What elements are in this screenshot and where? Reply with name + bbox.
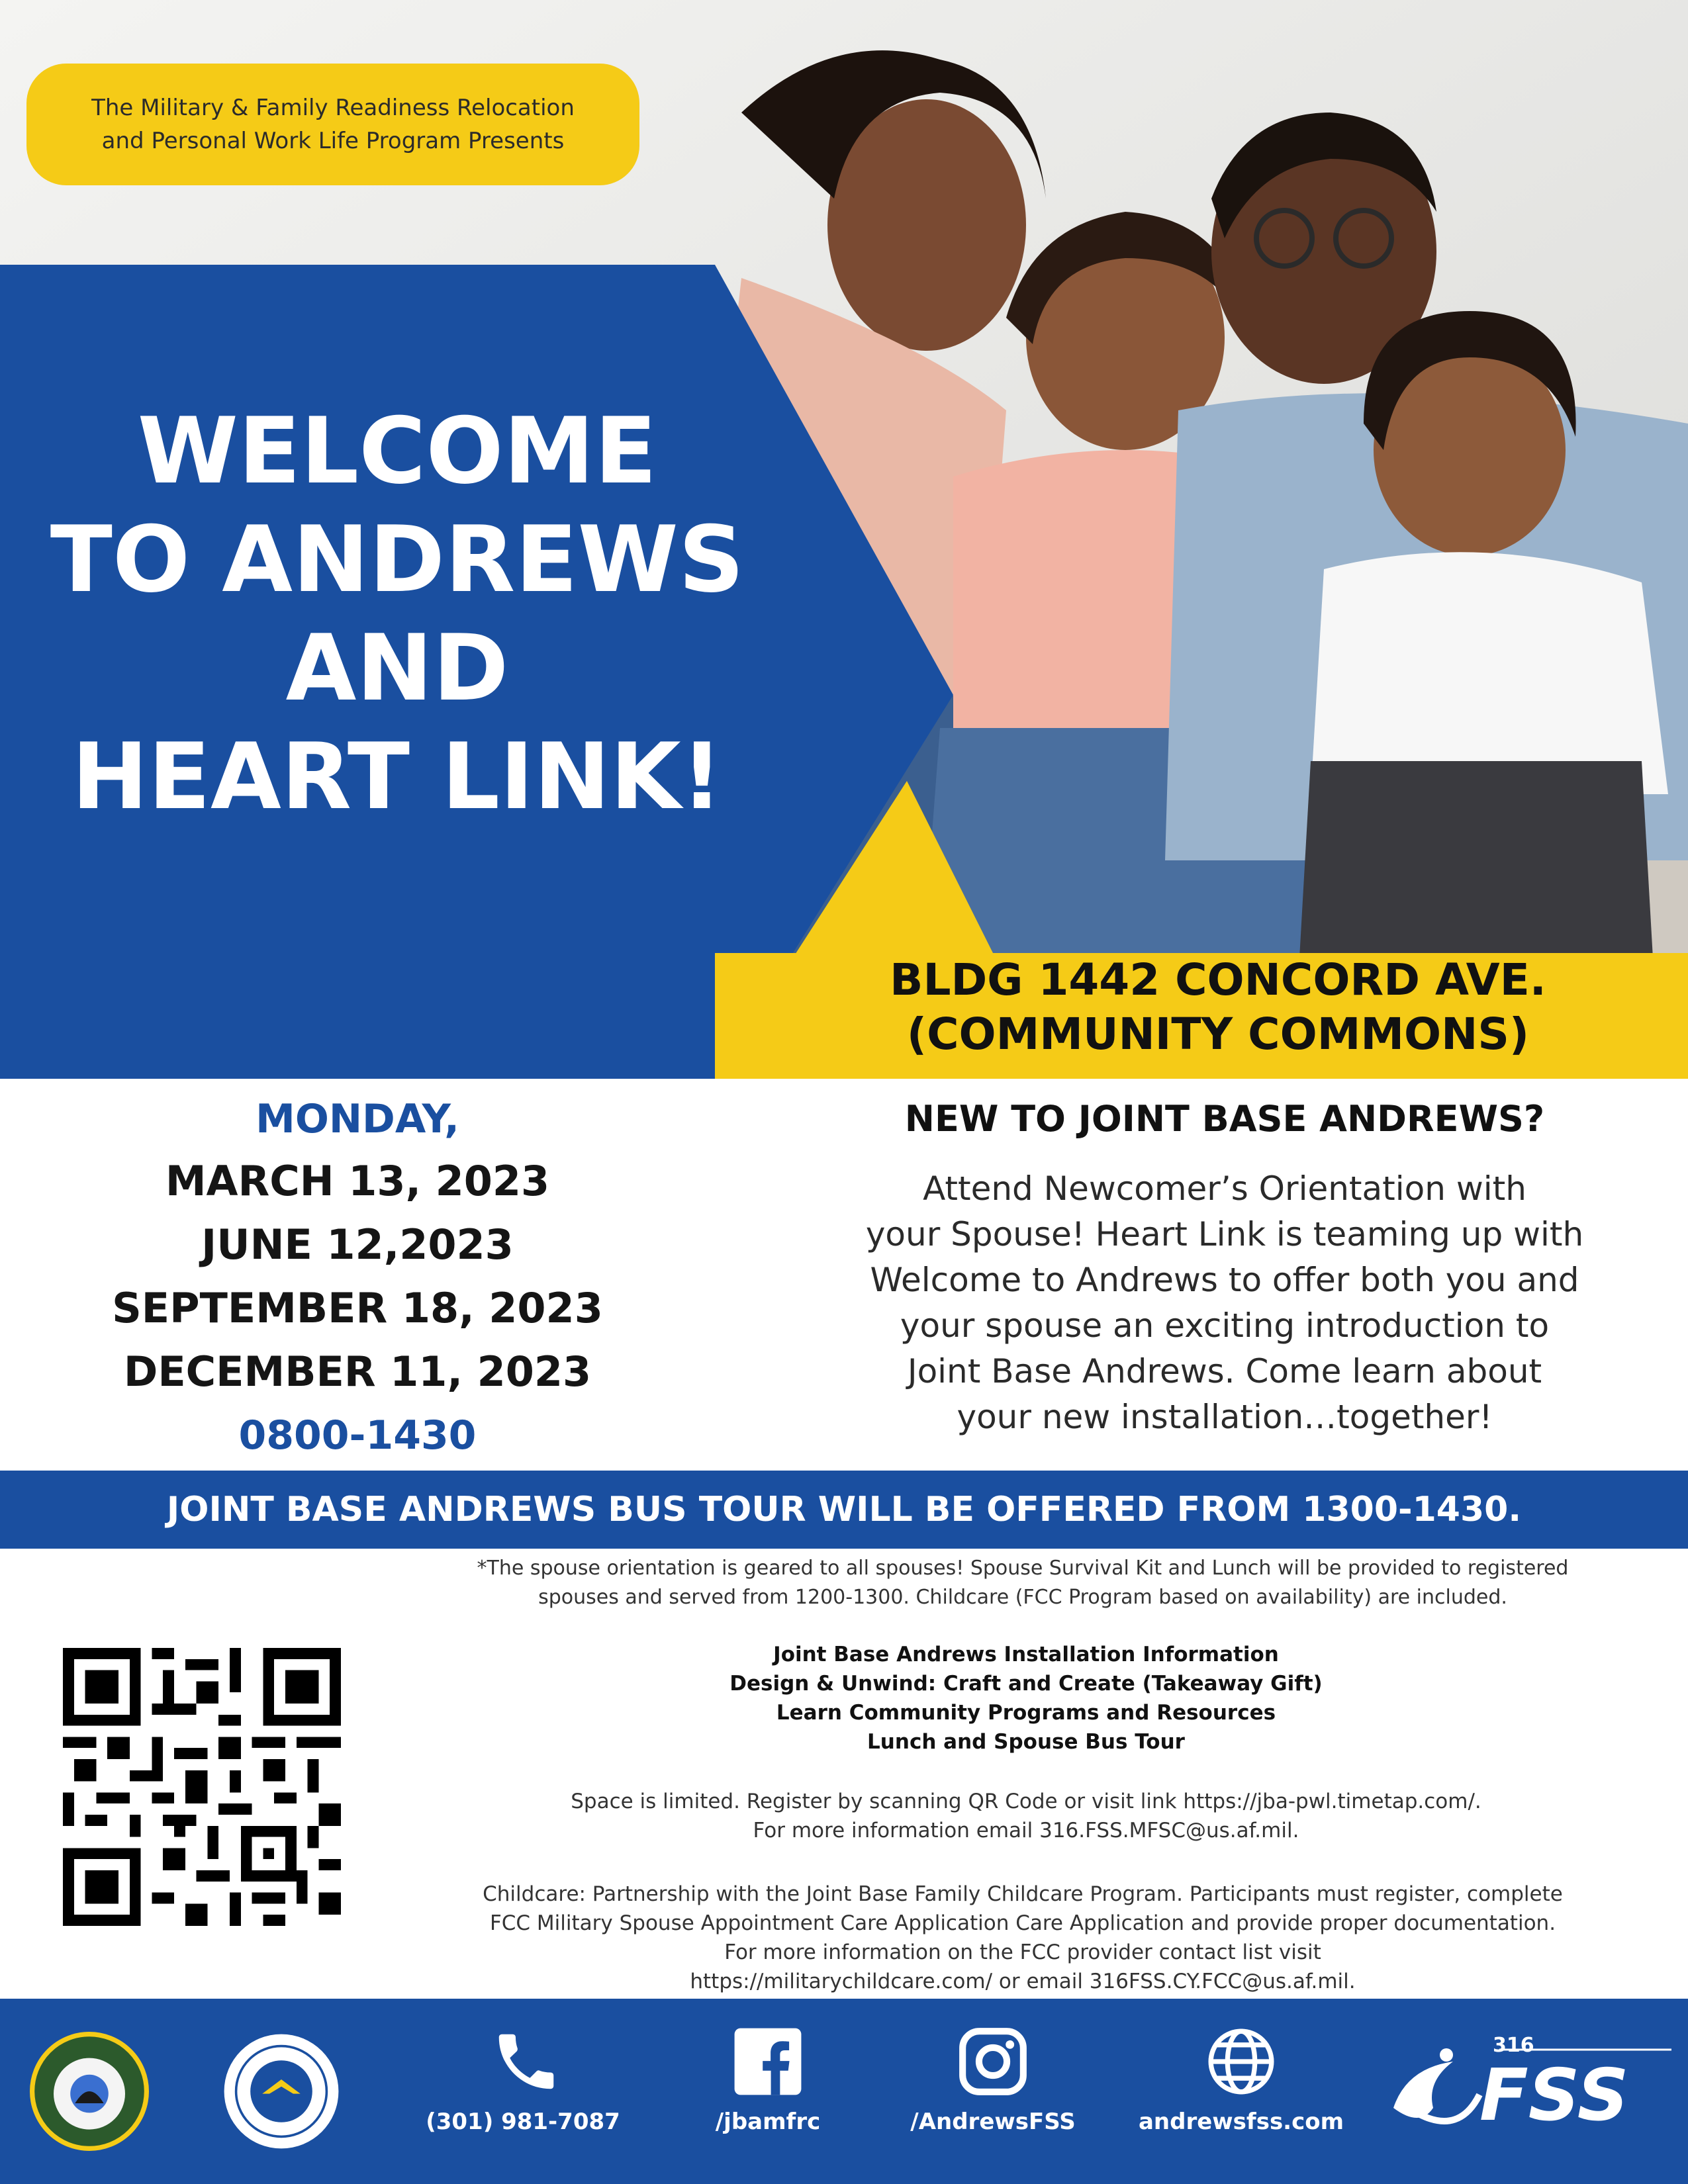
agenda-item: Design & Unwind: Craft and Create (Takeaway Gift) [729, 1672, 1323, 1696]
phone-icon[interactable] [490, 2025, 563, 2098]
presents-line-1: The Military & Family Readiness Relocation [91, 95, 575, 121]
agenda-item: Learn Community Programs and Resources [776, 1701, 1276, 1725]
newcomer-line: your new installation…together! [957, 1398, 1493, 1436]
register-line: For more information email 316.FSS.MFSC@us.af.mil. [753, 1819, 1299, 1843]
event-date: DECEMBER 11, 2023 [123, 1347, 592, 1396]
agenda-item: Lunch and Spouse Bus Tour [867, 1730, 1185, 1754]
childcare-line: For more information on the FCC provider contact list visit [724, 1940, 1321, 1964]
note-line: *The spouse orientation is geared to all spouses! Spouse Survival Kit and Lunch will be provided to registered [477, 1557, 1569, 1580]
mfrc-seal-icon [222, 2032, 341, 2151]
newcomer-description [794, 1166, 1655, 1440]
childcare-line: FCC Military Spouse Appointment Care Application Care Application and provide proper documentation. [489, 1911, 1556, 1935]
headline [20, 397, 774, 831]
event-dates [26, 1089, 688, 1467]
spouse-note [371, 1554, 1675, 1612]
event-time: 0800-1430 [238, 1412, 477, 1459]
register-line: Space is limited. Register by scanning QR Code or visit link https://jba-pwl.timetap.com/. [571, 1790, 1481, 1813]
agenda-list [384, 1640, 1668, 1756]
instagram-icon[interactable] [957, 2025, 1029, 2098]
newcomer-line: Attend Newcomer’s Orientation with [923, 1169, 1526, 1208]
location-line-2: (COMMUNITY COMMONS) [906, 1009, 1530, 1060]
website-link[interactable]: andrewsfss.com [1138, 2109, 1344, 2135]
newcomer-line: Welcome to Andrews to offer both you and [870, 1261, 1579, 1299]
registration-qr-code[interactable] [63, 1648, 341, 1926]
childcare-line: https://militarychildcare.com/ or email 316FSS.CY.FCC@us.af.mil. [690, 1970, 1356, 1993]
fss-text: FSS [1479, 2054, 1629, 2137]
event-date: SEPTEMBER 18, 2023 [112, 1284, 603, 1332]
childcare-line: Childcare: Partnership with the Joint Base Family Childcare Program. Participants must register, complete [483, 1882, 1563, 1906]
bus-tour-text: JOINT BASE ANDREWS BUS TOUR WILL BE OFFERED FROM 1300-1430. [166, 1490, 1522, 1529]
event-date: MARCH 13, 2023 [165, 1157, 550, 1205]
newcomer-line: your Spouse! Heart Link is teaming up with [865, 1215, 1584, 1253]
facebook-handle[interactable]: /jbamfrc [715, 2109, 821, 2135]
newcomer-line: Joint Base Andrews. Come learn about [907, 1352, 1542, 1390]
event-day: MONDAY, [256, 1096, 459, 1142]
headline-line-1: WELCOME [137, 398, 657, 504]
fss-number: 316 [1493, 2034, 1534, 2057]
footer-bar [0, 1999, 1688, 2184]
headline-line-2: TO ANDREWS [50, 506, 745, 613]
location-line-1: BLDG 1442 CONCORD AVE. [890, 954, 1546, 1005]
event-location [788, 953, 1648, 1062]
instagram-handle[interactable]: /AndrewsFSS [910, 2109, 1076, 2135]
phone-number[interactable]: (301) 981-7087 [426, 2109, 620, 2135]
newcomer-line: your spouse an exciting introduction to [900, 1306, 1550, 1345]
presents-banner [26, 64, 639, 185]
childcare-info [371, 1880, 1675, 1996]
bus-tour-banner [0, 1471, 1688, 1549]
registration-info [384, 1787, 1668, 1845]
headline-line-4: HEART LINK! [71, 723, 723, 830]
agenda-item: Joint Base Andrews Installation Information [773, 1643, 1279, 1666]
globe-icon[interactable] [1205, 2025, 1278, 2098]
facebook-icon[interactable] [731, 2025, 804, 2098]
presents-line-2: and Personal Work Life Program Presents [101, 128, 565, 154]
event-date: JUNE 12,2023 [201, 1220, 514, 1269]
squadron-seal-icon [30, 2032, 149, 2151]
fss-logo [1380, 2035, 1671, 2148]
newcomer-title: NEW TO JOINT BASE ANDREWS? [904, 1098, 1545, 1140]
headline-line-3: AND [285, 615, 509, 721]
note-line: spouses and served from 1200-1300. Childcare (FCC Program based on availability) are included. [538, 1586, 1507, 1609]
